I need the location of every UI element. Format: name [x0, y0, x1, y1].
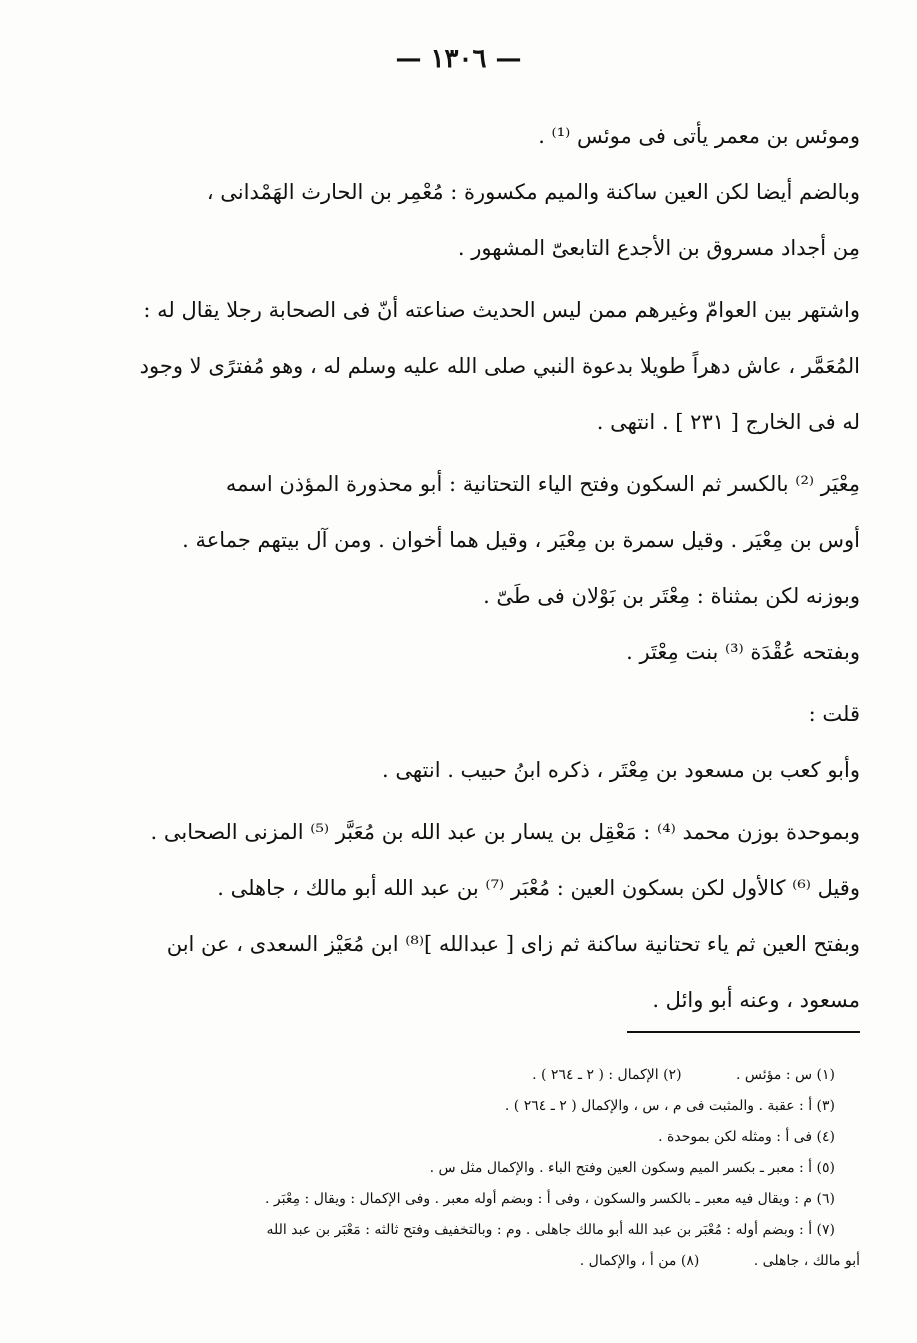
footnote-divider: [627, 1031, 860, 1033]
footnote-2: (٢) الإكمال : ( ٢ ـ ٢٦٤ ) .: [532, 1067, 682, 1083]
text-line: وبفتحه عُقْدَة ⁽³⁾ بنت مِعْتَر .: [626, 640, 860, 664]
text-line: وأبو كعب بن مسعود بن مِعْتَر ، ذكره ابنُ حبيب . انتهى .: [381, 758, 860, 782]
footnote-8: (٨) من أ ، والإكمال .: [579, 1253, 700, 1269]
footnote-7: (٧) أ : وبضم أوله : مُعْبَر بن عبد الله أبو مالك جاهلى . وم : وبالتخفيف وفتح ثالثه : مَعْبَر بن عبد الله: [266, 1222, 835, 1238]
text-line: وبوزنه لكن بمثناة : مِعْتَر بن بَوْلان فى طَىّ .: [483, 584, 860, 608]
footnote-5: (٥) أ : معبر ـ بكسر الميم وسكون العين وفتح الباء . والإكمال مثل س .: [429, 1160, 835, 1176]
text-line: وبالضم أيضا لكن العين ساكنة والميم مكسورة : مُعْمِر بن الحارث الهَمْدانى ،: [206, 180, 860, 204]
text-line: وبموحدة بوزن محمد ⁽⁴⁾ : مَعْقِل بن يسار بن عبد الله بن مُعَبَّر ⁽⁵⁾ المزنى الصحابى .: [150, 820, 860, 844]
footnote-line: [130, 1060, 860, 1091]
text-line: مسعود ، وعنه أبو وائل .: [652, 988, 860, 1012]
text-line: قلت :: [808, 702, 860, 726]
page-number: — ١٣٠٦ —: [395, 44, 522, 74]
text-line: واشتهر بين العوامّ وغيرهم ممن ليس الحديث صناعته أنّ فى الصحابة رجلا يقال له :: [143, 298, 860, 322]
text-line: وموئس بن معمر يأتى فى موئس ⁽¹⁾ .: [538, 124, 860, 148]
text-line: أوس بن مِعْيَر . وقيل سمرة بن مِعْيَر ، وقيل هما أخوان . ومن آل بيتهم جماعة .: [182, 528, 860, 552]
footnote-7-continuation: أبو مالك ، جاهلى .: [753, 1253, 860, 1269]
footnote-3: (٣) أ : عقبة . والمثبت فى م ، س ، والإكمال ( ٢ ـ ٢٦٤ ) .: [504, 1098, 835, 1114]
footnote-1: (١) س : مؤئس .: [736, 1067, 835, 1083]
text-line: مِعْيَر ⁽²⁾ بالكسر ثم السكون وفتح الياء التحتانية : أبو محذورة المؤذن اسمه: [225, 472, 860, 496]
footnotes: [130, 1060, 860, 1277]
text-line: وبفتح العين ثم ياء تحتانية ساكنة ثم زاى [ عبدالله ]⁽⁸⁾ ابن مُعَيْز السعدى ، عن ابن: [166, 932, 860, 956]
footnote-line: [130, 1246, 860, 1277]
text-line: المُعَمَّر ، عاش دهراً طويلا بدعوة النبي صلى الله عليه وسلم له ، وهو مُفترًى لا وجود: [139, 354, 860, 378]
footnote-6: (٦) م : ويقال فيه معبر ـ بالكسر والسكون ، وفى أ : وبضم أوله معبر . وفى الإكمال : ويقال : مِعْبَر .: [264, 1191, 835, 1207]
footnote-4: (٤) فى أ : ومثله لكن بموحدة .: [658, 1129, 835, 1145]
text-line: له فى الخارج [ ٢٣١ ] . انتهى .: [596, 410, 860, 434]
main-text: [130, 108, 860, 1028]
text-line: وقيل ⁽⁶⁾ كالأول لكن بسكون العين : مُعْبَر ⁽⁷⁾ بن عبد الله أبو مالك ، جاهلى .: [217, 876, 860, 900]
text-line: مِن أجداد مسروق بن الأجدع التابعىّ المشهور .: [457, 236, 860, 260]
